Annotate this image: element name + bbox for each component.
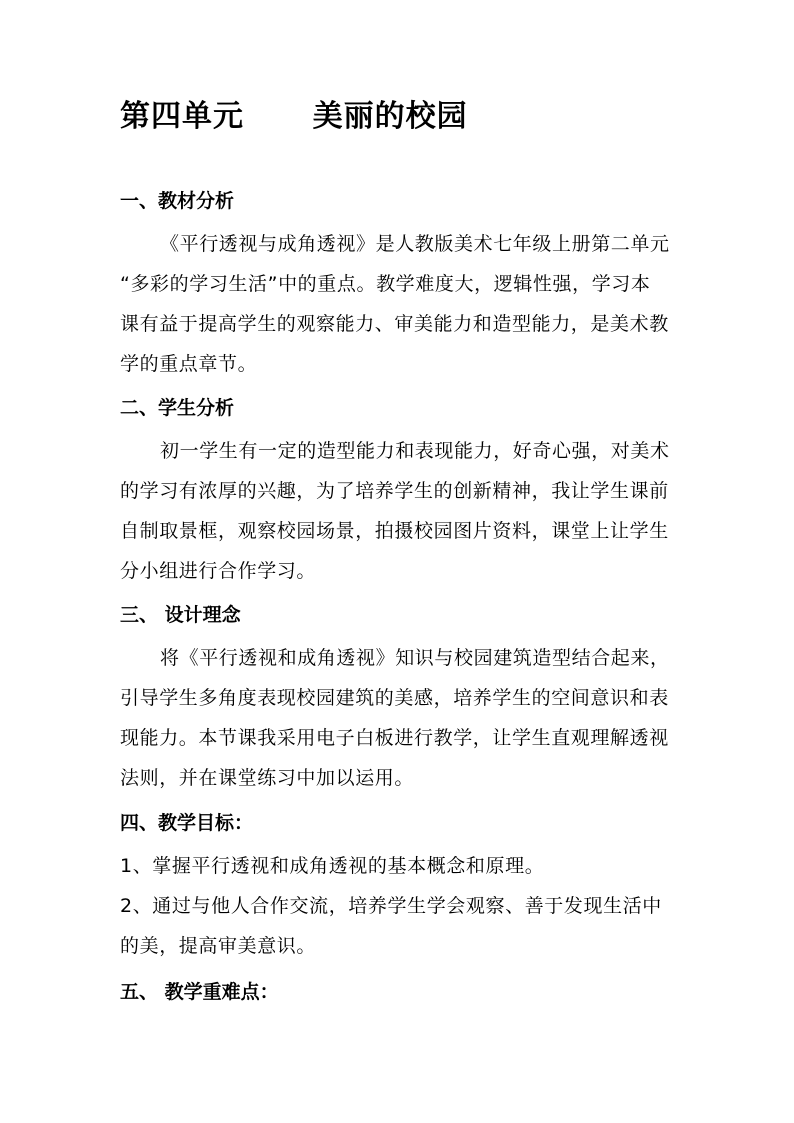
- text-line: 学的重点章节。: [120, 353, 258, 375]
- list-item: [120, 846, 680, 886]
- text-line: 的美，提高审美意识。: [120, 935, 317, 957]
- document-title: 第四单元 美丽的校园: [120, 99, 468, 134]
- text-line: 《平行透视与成角透视》是人教版美术七年级上册第二单元: [160, 233, 670, 255]
- text-line: 法则，并在课堂练习中加以运用。: [120, 767, 415, 789]
- text-line: 引导学生多角度表现校园建筑的美感，培养学生的空间意识和表: [120, 687, 669, 709]
- text-line: 1、掌握平行透视和成角透视的基本概念和原理。: [120, 855, 545, 877]
- section-heading-design-concept: 三、 设计理念: [120, 604, 241, 626]
- text-line: “多彩的学习生活”中的重点。教学难度大，逻辑性强，学习本: [120, 273, 651, 295]
- section-heading-teaching-goals: 四、教学目标：: [120, 812, 254, 834]
- section-heading-student-analysis: 二、学生分析: [120, 397, 235, 419]
- section-heading-key-difficulties: 五、 教学重难点：: [120, 981, 279, 1003]
- section-body-design-concept: [120, 638, 680, 798]
- text-line: 将《平行透视和成角透视》知识与校园建筑造型结合起来，: [160, 647, 670, 669]
- text-line: 初一学生有一定的造型能力和表现能力，好奇心强，对美术: [160, 440, 670, 462]
- list-item: [120, 886, 680, 966]
- section-body-textbook-analysis: [120, 224, 680, 384]
- text-line: 现能力。本节课我采用电子白板进行教学，让学生直观理解透视: [120, 727, 669, 749]
- text-line: 分小组进行合作学习。: [120, 560, 317, 582]
- section-heading-textbook-analysis: 一、教材分析: [120, 190, 235, 212]
- text-line: 课有益于提高学生的观察能力、审美能力和造型能力，是美术教: [120, 313, 669, 335]
- text-line: 2、通过与他人合作交流，培养学生学会观察、善于发现生活中: [120, 895, 662, 917]
- text-line: 的学习有浓厚的兴趣，为了培养学生的创新精神，我让学生课前: [120, 480, 669, 502]
- text-line: 自制取景框，观察校园场景，拍摄校园图片资料，课堂上让学生: [120, 520, 669, 542]
- section-body-student-analysis: [120, 431, 680, 591]
